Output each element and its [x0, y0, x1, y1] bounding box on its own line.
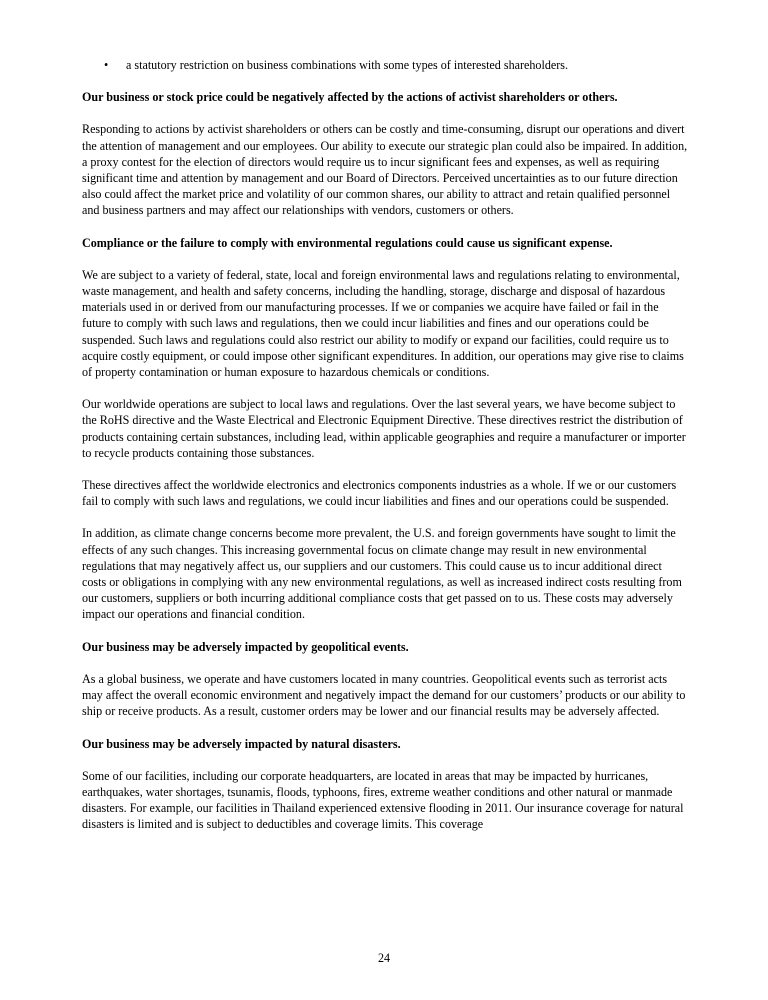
paragraph: Responding to actions by activist shareholders or others can be costly and time-consuming, disrupt our operations and divert the attention of management and our employees. Our ability to execute our strategic plan could also be impaired. In addition, a proxy contest for the election of directors would require us to incur significant fees and expenses, as well as requiring significant time and attention by management and our Board of Directors. Perceived uncertainties as to our future direction also could affect the market price and volatility of our common shares, our ability to attract and retain qualified personnel and business partners and may affect our relationships with vendors, customers or others.: [82, 122, 688, 218]
section-heading: Compliance or the failure to comply with environmental regulations could cause us significant expense.: [82, 235, 613, 250]
section-activist-shareholders: [82, 89, 688, 218]
bullet-text: a statutory restriction on business combinations with some types of interested shareholders.: [126, 58, 569, 72]
document-body: [82, 57, 688, 849]
paragraph: Some of our facilities, including our corporate headquarters, are located in areas that may be impacted by hurricanes, earthquakes, water shortages, tsunamis, floods, typhoons, fires, extreme weather conditions and other natural or manmade disasters. For example, our facilities in Thailand experienced extensive flooding in 2011. Our insurance coverage for natural disasters is limited and is subject to deductibles and coverage limits. This coverage: [82, 768, 684, 832]
section-natural-disasters: [82, 736, 688, 833]
section-heading: Our business may be adversely impacted by natural disasters.: [82, 736, 401, 751]
paragraph: These directives affect the worldwide electronics and electronics components industries as a whole. If we or our customers fail to comply with such laws and regulations, we could incur liabilities and fines and our operations could be suspended.: [82, 478, 677, 509]
bullet-icon: •: [104, 58, 109, 72]
section-environmental-regulations: [82, 235, 688, 623]
paragraph: As a global business, we operate and have customers located in many countries. Geopolitical events such as terrorist acts may affect the overall economic environment and negatively impact the demand for our customers’ products or our ability to ship or receive products. As a result, customer orders may be lower and our financial results may be adversely affected.: [82, 671, 686, 719]
paragraph: We are subject to a variety of federal, state, local and foreign environmental laws and regulations relating to environmental, waste management, and health and safety concerns, including the handling, storage, discharge and disposal of hazardous materials used in or derived from our manufacturing processes. If we or companies we acquire have failed or fail in the future to comply with such laws and regulations, then we could incur liabilities and fines and our operations could be suspended. Such laws and regulations could also restrict our ability to modify or expand our facilities, could require us to acquire costly equipment, or could impose other significant expenditures. In addition, our operations may give rise to claims of property contamination or human exposure to hazardous chemicals or conditions.: [82, 267, 684, 380]
paragraph: Our worldwide operations are subject to local laws and regulations. Over the last several years, we have become subject to the RoHS directive and the Waste Electrical and Electronic Equipment Directive. These directives restrict the distribution of products containing certain substances, including lead, within applicable geographies and require a manufacturer or importer to recycle products containing those substances.: [82, 397, 686, 460]
section-heading: Our business or stock price could be negatively affected by the actions of activist shareholders or others.: [82, 90, 618, 105]
bullet-item: [82, 57, 688, 73]
paragraph: In addition, as climate change concerns become more prevalent, the U.S. and foreign governments have sought to limit the effects of any such changes. This increasing governmental focus on climate change may result in new environmental regulations that may negatively affect us, our suppliers and our customers. This could cause us to incur additional direct costs or obligations in complying with any new environmental regulations, as well as increased indirect costs resulting from our customers, suppliers or both incurring additional compliance costs that get passed on to us. These costs may adversely impact our operations and financial condition.: [82, 526, 682, 622]
section-heading: Our business may be adversely impacted by geopolitical events.: [82, 639, 409, 654]
page-number: 24: [377, 951, 391, 965]
section-geopolitical-events: [82, 639, 688, 720]
